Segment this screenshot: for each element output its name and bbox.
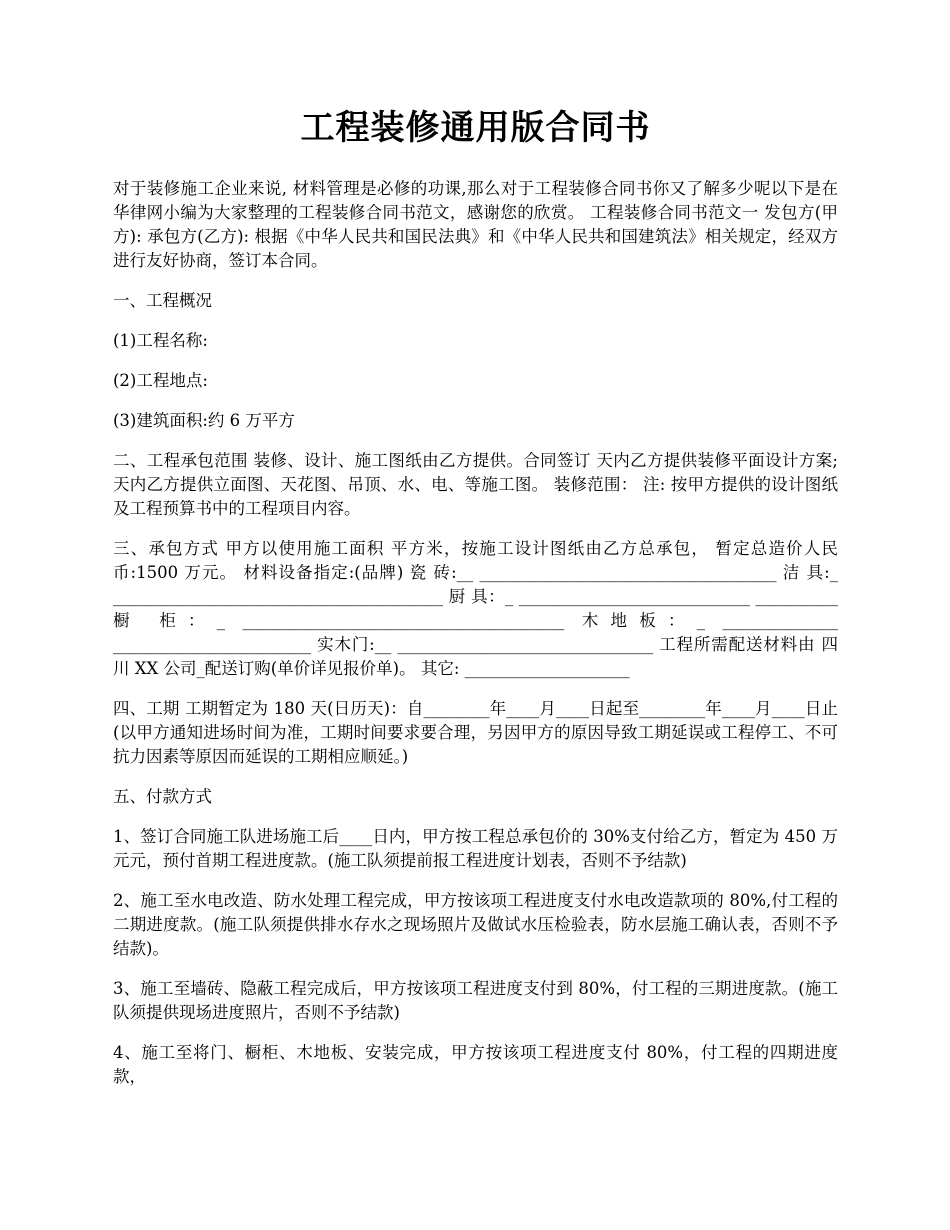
payment-clause-4: 4、施工至将门、橱柜、木地板、安装完成，甲方按该项工程进度支付 80%，付工程的四期进度款， — [113, 1042, 838, 1086]
payment-clause-1: 1、签订合同施工队进场施工后____日内，甲方按工程总承包价的 30%支付给乙方，暂定为 450 万元元，预付首期工程进度款。(施工队须提前报工程进度计划表，否则不予结款) — [113, 826, 838, 870]
section-heading-project-overview: 一、工程概况 — [113, 290, 212, 310]
document-page — [113, 108, 838, 1105]
section-schedule: 四、工期 工期暂定为 180 天(日历天)：自________年____月____日起至________年____月____日止(以甲方通知进场时间为准，工期时间要求要合理，另因甲方的原因导致工期延误或工程停工、不可抗力因素等原因而延误的工期相应顺延。) — [113, 698, 838, 766]
section-contract-method: 三、承包方式 甲方以使用施工面积 平方米，按施工设计图纸由乙方总承包， 暂定总造价人民币:1500 万元。 材料设备指定:(品牌) 瓷 砖:__ ____________________________________ 洁 具:_ ________________________________________ 厨 具：_ ____________________________ __________ 橱 柜：_ _______________________________________ 木地板：_ ______________ ________________________ 实木门:__ _______________________________ 工程所需配送材料由 四川 XX 公司_配送订购(单价详见报价单)。 其它: ____________________ — [113, 538, 838, 678]
payment-clause-3: 3、施工至墙砖、隐蔽工程完成后，甲方按该项工程进度支付到 80%，付工程的三期进度款。(施工队须提供现场进度照片，否则不予结款) — [113, 978, 838, 1022]
intro-paragraph: 对于装修施工企业来说, 材料管理是必修的功课,那么对于工程装修合同书你又了解多少呢以下是在华律网小编为大家整理的工程装修合同书范文，感谢您的欣赏。 工程装修合同书范文一 发包方(甲方): 承包方(乙方): 根据《中华人民共和国民法典》和《中华人民共和国建筑法》相关规定，经双方进行友好协商，签订本合同。 — [113, 178, 838, 270]
project-name-line: (1)工程名称: — [113, 330, 208, 350]
section-contract-scope: 二、工程承包范围 装修、设计、施工图纸由乙方提供。合同签订 天内乙方提供装修平面设计方案; 天内乙方提供立面图、天花图、吊顶、水、电、等施工图。 装修范围： 注: 按甲方提供的设计图纸及工程预算书中的工程项目内容。 — [113, 450, 838, 518]
section-heading-payment: 五、付款方式 — [113, 786, 212, 806]
payment-clause-2: 2、施工至水电改造、防水处理工程完成，甲方按该项工程进度支付水电改造款项的 80%,付工程的二期进度款。(施工队须提供排水存水之现场照片及做试水压检验表，防水层施工确认表，否则不予结款)。 — [113, 890, 838, 958]
project-location-line: (2)工程地点: — [113, 370, 208, 390]
building-area-line: (3)建筑面积:约 6 万平方 — [113, 410, 295, 430]
document-title: 工程装修通用版合同书 — [300, 108, 651, 148]
